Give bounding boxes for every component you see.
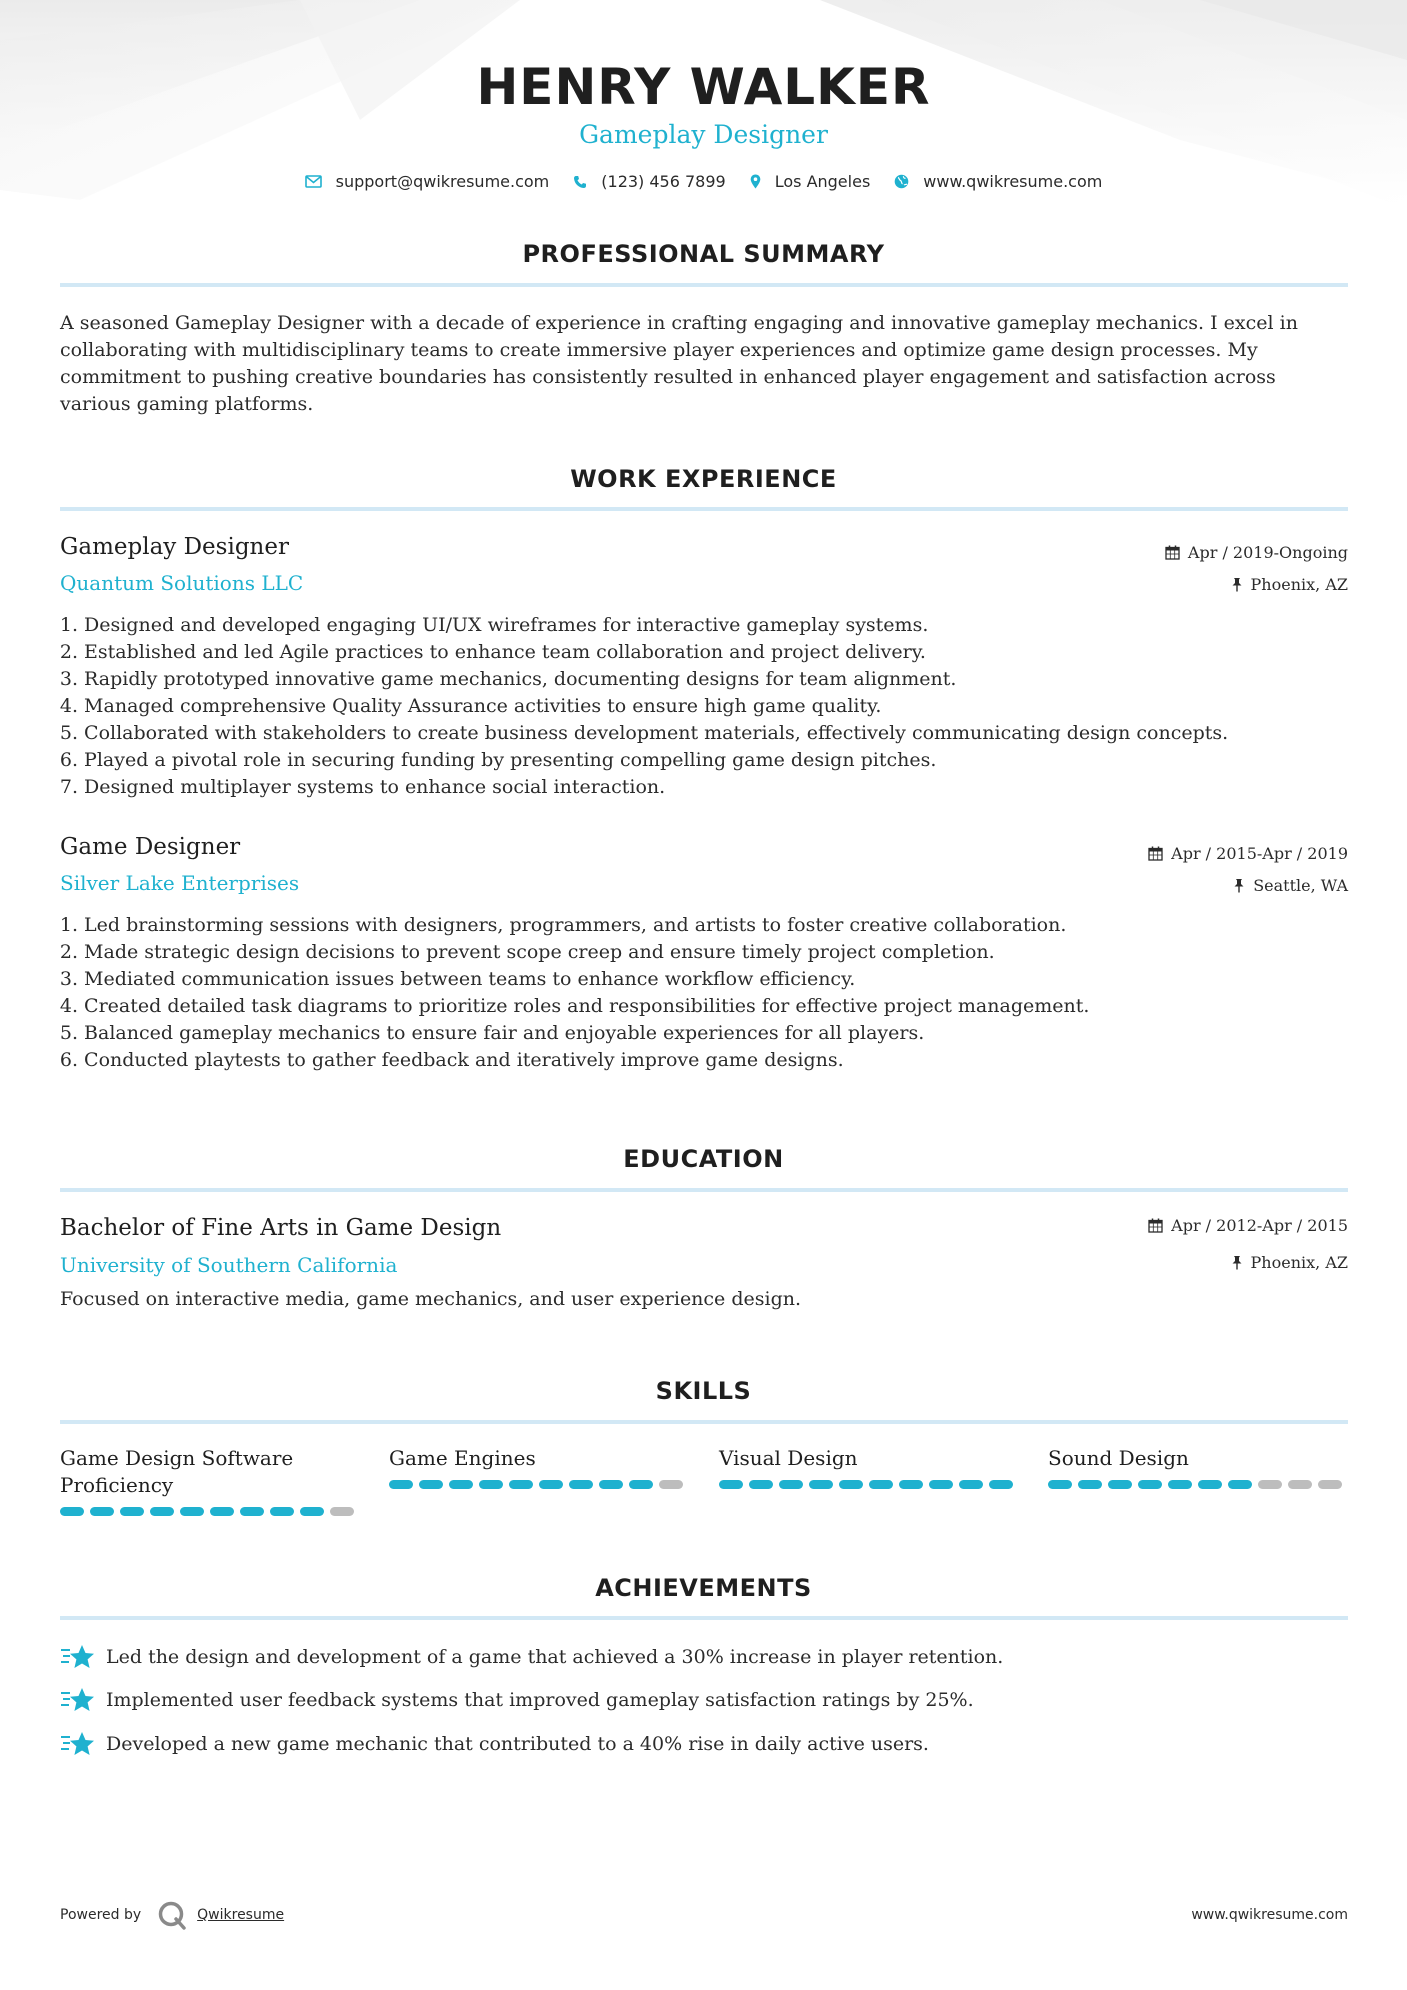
list-text: Designed multiplayer systems to enhance social interaction. [84,776,666,798]
list-number: 1. [59,914,78,936]
skill-segment-filled [419,1480,443,1489]
skill-segment-filled [989,1480,1013,1489]
experience-heading: WORK EXPERIENCE [570,465,837,493]
experience-divider [60,507,1348,511]
pushpin-icon [1231,1255,1243,1270]
list-number: 5. [59,722,78,744]
skill-segment-filled [449,1480,473,1489]
contact-phone[interactable] [573,172,725,191]
location-pin-icon [750,174,761,189]
job-company: Silver Lake Enterprises [60,871,300,895]
job-location [1233,876,1348,895]
list-text: Led brainstorming sessions with designers, programmers, and artists to foster creative collaboration. [84,914,1067,936]
skill-item [389,1445,689,1489]
skill-segment-filled [389,1480,413,1489]
contact-phone-text: (123) 456 7899 [601,172,726,191]
contact-website-text: www.qwikresume.com [923,172,1103,191]
skill-segment-filled [749,1480,773,1489]
skill-segment-filled [959,1480,983,1489]
star-icon [60,1730,96,1758]
skills-heading: SKILLS [655,1377,752,1405]
education-location-text: Phoenix, AZ [1250,1253,1348,1272]
skill-segment-filled [779,1480,803,1489]
skill-level-bar [60,1507,360,1516]
achievement-text: Implemented user feedback systems that improved gameplay satisfaction ratings by 25%. [106,1689,974,1711]
contact-website[interactable] [894,172,1102,191]
skill-segment-filled [180,1507,204,1516]
list-item [52,939,1342,966]
footer-powered-by [60,1900,284,1930]
achievement-item [60,1730,929,1758]
skill-segment-filled [150,1507,174,1516]
qwikresume-link[interactable]: Qwikresume [197,1907,285,1923]
skill-segment-filled [1048,1480,1072,1489]
contact-email[interactable] [305,172,550,191]
list-item [52,1047,1342,1074]
skills-divider [60,1420,1348,1424]
skill-segment-filled [839,1480,863,1489]
list-item [52,993,1342,1020]
mail-icon [305,175,322,188]
skill-item [60,1445,360,1516]
skill-name: Game Engines [389,1446,536,1470]
calendar-icon [1148,1218,1163,1233]
list-text: Created detailed task diagrams to prioritize roles and responsibilities for effective project management. [84,995,1090,1017]
skill-segment-filled [90,1507,114,1516]
education-divider [60,1188,1348,1192]
education-heading: EDUCATION [623,1145,784,1173]
list-item [52,912,1342,939]
list-text: Conducted playtests to gather feedback and iteratively improve game designs. [84,1049,844,1071]
skill-segment-filled [120,1507,144,1516]
skill-segment-filled [300,1507,324,1516]
job-dates [1148,844,1348,863]
list-number: 4. [59,995,78,1017]
list-text: Rapidly prototyped innovative game mechanics, documenting designs for team alignment. [84,668,957,690]
achievements-heading: ACHIEVEMENTS [595,1574,812,1602]
qwikresume-logo-icon [157,1900,187,1930]
list-text: Balanced gameplay mechanics to ensure fair and enjoyable experiences for all players. [84,1022,925,1044]
job-responsibilities [52,612,1342,801]
skill-segment-filled [1138,1480,1162,1489]
skill-item [1048,1445,1348,1489]
skill-segment-filled [629,1480,653,1489]
skill-segment-filled [899,1480,923,1489]
star-icon [60,1686,96,1714]
skill-level-bar [1048,1480,1348,1489]
job-dates-text: Apr / 2019-Ongoing [1187,543,1348,562]
job-location [1231,575,1348,594]
list-text: Managed comprehensive Quality Assurance activities to ensure high game quality. [84,695,882,717]
list-number: 6. [59,1049,78,1071]
list-number: 3. [59,968,78,990]
skill-segment-empty [659,1480,683,1489]
job-dates-text: Apr / 2015-Apr / 2019 [1171,844,1348,863]
list-number: 2. [59,641,78,663]
summary-divider [60,283,1348,287]
list-item [52,612,1342,639]
education-description: Focused on interactive media, game mechanics, and user experience design. [60,1288,802,1310]
list-text: Designed and developed engaging UI/UX wireframes for interactive gameplay systems. [84,614,929,636]
list-text: Played a pivotal role in securing funding by presenting compelling game design pitches. [84,749,937,771]
powered-by-label: Powered by [60,1907,142,1923]
skill-segment-filled [1198,1480,1222,1489]
job-title: Game Designer [60,834,241,860]
contact-email-text: support@qwikresume.com [335,172,550,191]
candidate-name: HENRY WALKER [476,58,931,116]
list-text: Collaborated with stakeholders to create business development materials, effectively communicating design concepts. [84,722,1229,744]
list-number: 2. [59,941,78,963]
calendar-icon [1165,545,1180,560]
star-icon [60,1643,96,1671]
footer-website[interactable]: www.qwikresume.com [1191,1907,1348,1923]
globe-icon [894,174,909,189]
skill-segment-filled [599,1480,623,1489]
skill-segment-filled [569,1480,593,1489]
skill-segment-empty [330,1507,354,1516]
list-text: Established and led Agile practices to enhance team collaboration and project delivery. [84,641,926,663]
skill-item [719,1445,1019,1489]
summary-heading: PROFESSIONAL SUMMARY [522,240,885,268]
achievement-text: Developed a new game mechanic that contributed to a 40% rise in daily active users. [106,1733,929,1755]
education-dates [1148,1216,1348,1235]
achievement-text: Led the design and development of a game that achieved a 30% increase in player retention. [106,1646,1004,1668]
list-item [52,666,1342,693]
skill-segment-filled [60,1507,84,1516]
list-item [52,639,1342,666]
skill-segment-filled [509,1480,533,1489]
list-number: 6. [59,749,78,771]
list-item [52,1020,1342,1047]
job-responsibilities [52,912,1342,1074]
job-company: Quantum Solutions LLC [60,571,304,595]
achievement-item [60,1643,1003,1671]
list-number: 7. [59,776,78,798]
contact-location-text: Los Angeles [774,172,871,191]
skill-segment-filled [539,1480,563,1489]
job-dates [1165,543,1348,562]
list-item [52,747,1342,774]
job-location-text: Seattle, WA [1253,876,1348,895]
skill-segment-filled [809,1480,833,1489]
skill-segment-filled [210,1507,234,1516]
list-number: 3. [59,668,78,690]
list-item [52,720,1342,747]
job-title: Gameplay Designer [60,534,289,560]
list-number: 1. [59,614,78,636]
school-name: University of Southern California [60,1253,398,1277]
phone-icon [573,175,587,189]
skill-level-bar [719,1480,1019,1489]
list-item [52,966,1342,993]
skill-name: Visual Design [719,1446,858,1470]
list-number: 4. [59,695,78,717]
achievements-divider [60,1616,1348,1620]
achievement-item [60,1686,974,1714]
contact-location [750,172,871,191]
skill-name: Sound Design [1048,1446,1189,1470]
list-item [52,774,1342,801]
skill-segment-filled [719,1480,743,1489]
degree-title: Bachelor of Fine Arts in Game Design [60,1215,502,1241]
skill-segment-filled [869,1480,893,1489]
skill-segment-filled [929,1480,953,1489]
list-item [52,693,1342,720]
education-dates-text: Apr / 2012-Apr / 2015 [1171,1216,1348,1235]
skill-segment-empty [1318,1480,1342,1489]
skill-segment-filled [240,1507,264,1516]
calendar-icon [1148,846,1163,861]
skill-segment-filled [1228,1480,1252,1489]
skill-segment-filled [1108,1480,1132,1489]
pushpin-icon [1231,577,1243,592]
skill-segment-empty [1258,1480,1282,1489]
contact-bar [0,172,1407,191]
skill-segment-filled [479,1480,503,1489]
pushpin-icon [1233,878,1245,893]
skill-level-bar [389,1480,689,1489]
list-number: 5. [59,1022,78,1044]
summary-text: A seasoned Gameplay Designer with a decade of experience in crafting engaging and innovative gameplay mechanics. I excel in collaborating with multidisciplinary teams to create immersive player experiences and optimize game design processes. My commitment to pushing creative boundaries has consistently resulted in enhanced player engagement and satisfaction across various gaming platforms. [60,312,1298,415]
skill-name: Game Design Software Proficiency [60,1446,294,1497]
skill-segment-filled [1168,1480,1192,1489]
candidate-title: Gameplay Designer [579,120,828,149]
list-text: Mediated communication issues between teams to enhance workflow efficiency. [84,968,856,990]
skill-segment-empty [1288,1480,1312,1489]
education-location [1231,1253,1348,1272]
job-location-text: Phoenix, AZ [1250,575,1348,594]
list-text: Made strategic design decisions to prevent scope creep and ensure timely project completion. [84,941,995,963]
skill-segment-filled [270,1507,294,1516]
skill-segment-filled [1078,1480,1102,1489]
